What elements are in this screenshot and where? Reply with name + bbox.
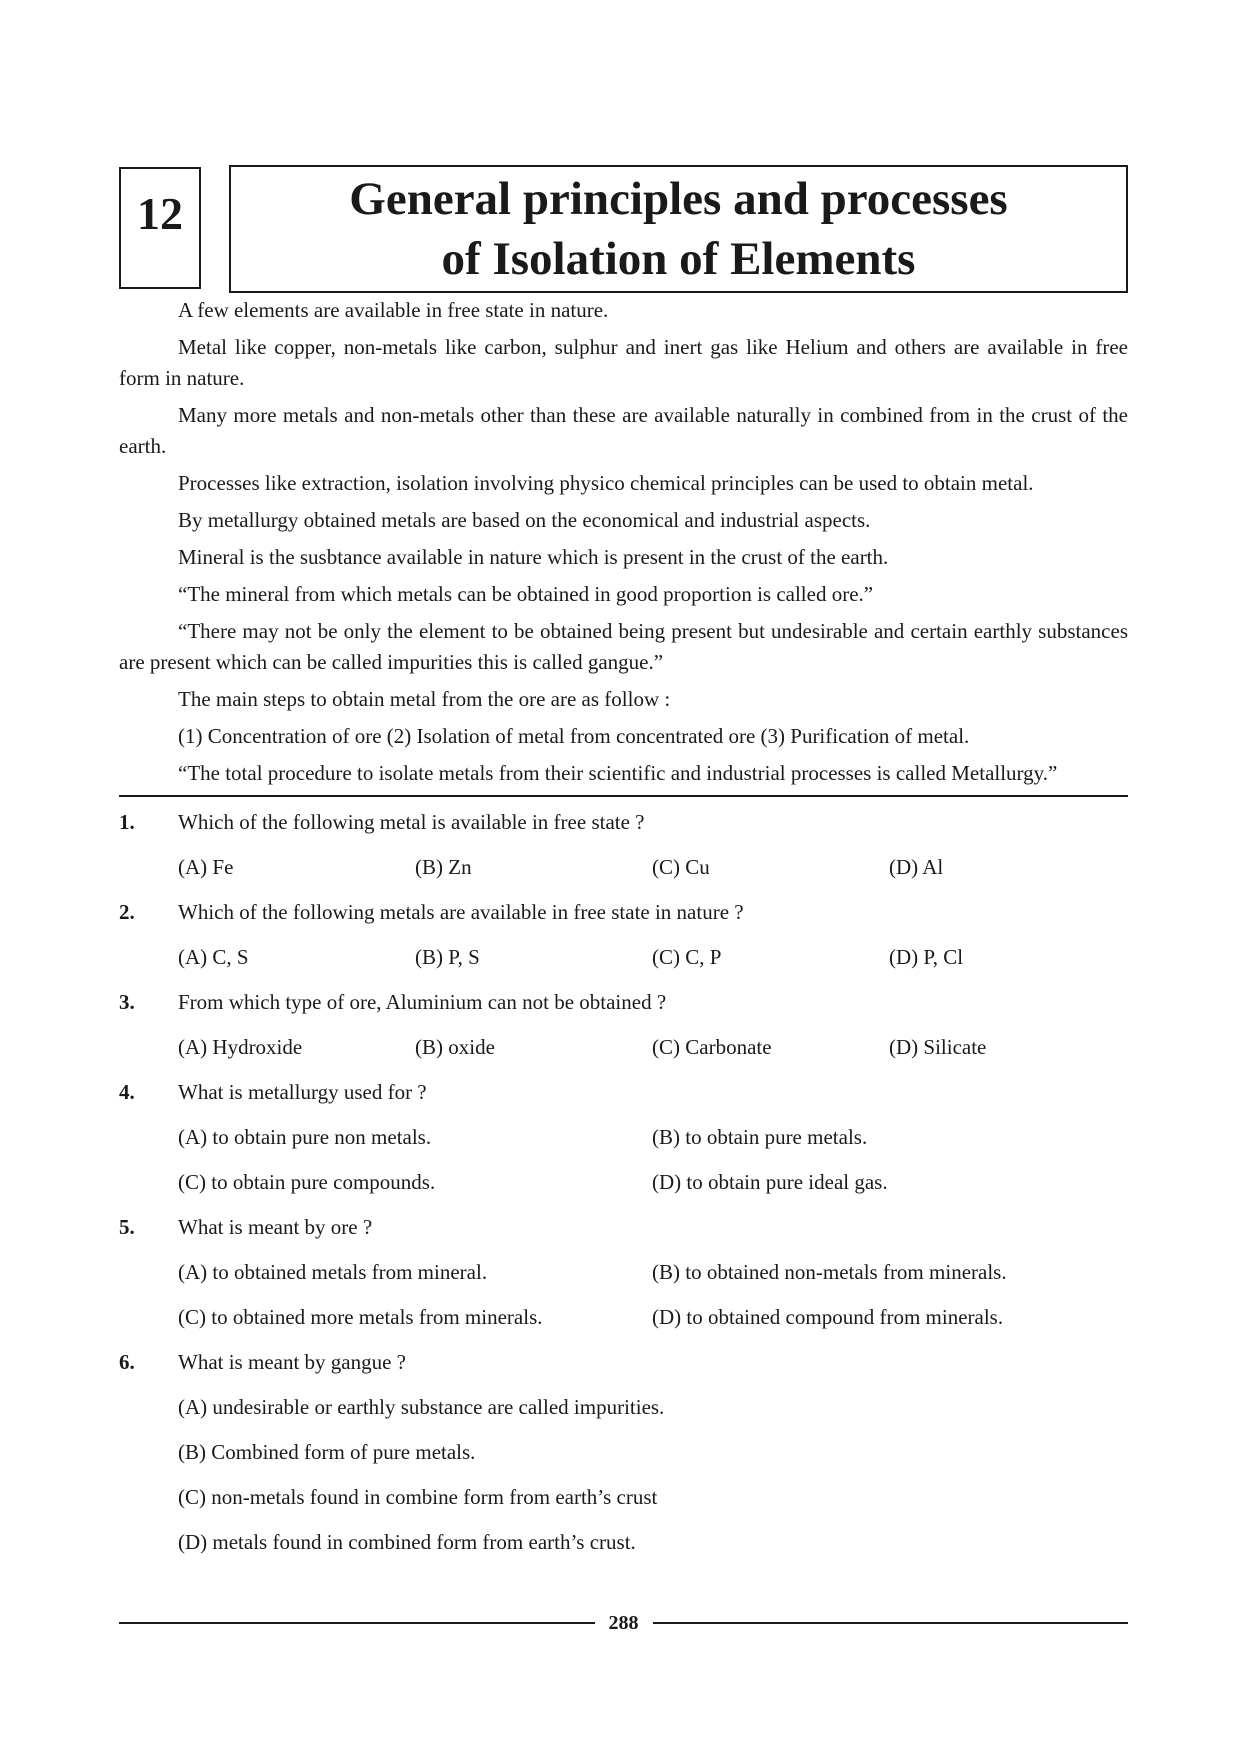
answer-options — [178, 1122, 1128, 1198]
answer-option[interactable]: (D) P, Cl — [889, 945, 964, 969]
answer-option[interactable]: (D) metals found in combined form from earth’s crust. — [178, 1530, 636, 1554]
question-number: 4. — [119, 1080, 135, 1104]
question-text: What is meant by ore ? — [178, 1215, 373, 1239]
page-number: 288 — [608, 1611, 639, 1634]
question-number: 2. — [119, 900, 135, 924]
chapter-title-line-1: General principles and processes — [349, 173, 1008, 225]
chapter-header — [119, 165, 1128, 295]
answer-option[interactable]: (A) to obtain pure non metals. — [178, 1125, 432, 1149]
intro-paragraph: Mineral is the susbtance available in nature which is present in the crust of the earth. — [178, 545, 889, 569]
question-number: 6. — [119, 1350, 135, 1374]
intro-paragraph: Processes like extraction, isolation involving physico chemical principles can be used to obtain metal. — [178, 471, 1034, 495]
answer-option[interactable]: (A) to obtained metals from mineral. — [178, 1260, 488, 1284]
question — [119, 897, 1128, 928]
intro-paragraph: A few elements are available in free state in nature. — [178, 298, 609, 322]
question — [119, 807, 1128, 838]
intro-paragraph: “The total procedure to isolate metals from their scientific and industrial processes is called Metallurgy.” — [178, 761, 1058, 785]
question-number: 5. — [119, 1215, 135, 1239]
answer-option[interactable]: (C) non-metals found in combine form from earth’s crust — [178, 1485, 658, 1509]
answer-option[interactable]: (B) Combined form of pure metals. — [178, 1440, 476, 1464]
chapter-title-line-2: of Isolation of Elements — [441, 233, 916, 285]
answer-option[interactable]: (B) to obtained non-metals from minerals. — [652, 1260, 1007, 1284]
intro-paragraph: The main steps to obtain metal from the ore are as follow : — [178, 687, 671, 711]
footer-rule-right — [653, 1622, 1129, 1624]
answer-option[interactable]: (C) Cu — [652, 855, 710, 879]
page-footer — [119, 1608, 1128, 1638]
question-text: What is meant by gangue ? — [178, 1350, 407, 1374]
answer-options — [178, 942, 1128, 973]
answer-option[interactable]: (D) Silicate — [889, 1035, 987, 1059]
answer-option[interactable]: (B) oxide — [415, 1035, 495, 1059]
answer-option[interactable]: (B) to obtain pure metals. — [652, 1125, 868, 1149]
intro-paragraph: (1) Concentration of ore (2) Isolation of metal from concentrated ore (3) Purification of metal. — [178, 724, 970, 748]
answer-option[interactable]: (C) to obtained more metals from minerals. — [178, 1305, 543, 1329]
intro-paragraph: “There may not be only the element to be obtained being present but undesirable and certain earthly substances are present which can be called impurities this is called gangue.” — [119, 619, 1128, 674]
answer-option[interactable]: (B) P, S — [415, 945, 480, 969]
answer-option[interactable]: (C) to obtain pure compounds. — [178, 1170, 436, 1194]
chapter-number-box — [119, 167, 201, 289]
question-text: From which type of ore, Aluminium can not be obtained ? — [178, 990, 667, 1014]
intro-paragraph: “The mineral from which metals can be obtained in good proportion is called ore.” — [178, 582, 874, 606]
question-list — [119, 807, 1128, 1558]
question — [119, 987, 1128, 1018]
answer-options — [178, 1032, 1128, 1063]
answer-option[interactable]: (D) Al — [889, 855, 944, 879]
answer-options — [178, 1257, 1128, 1333]
answer-option[interactable]: (A) undesirable or earthly substance are called impurities. — [178, 1395, 665, 1419]
answer-option[interactable]: (A) Fe — [178, 855, 234, 879]
question-text: What is metallurgy used for ? — [178, 1080, 427, 1104]
question — [119, 1077, 1128, 1108]
question — [119, 1347, 1128, 1378]
intro-paragraph: By metallurgy obtained metals are based on the economical and industrial aspects. — [178, 508, 871, 532]
question-text: Which of the following metals are available in free state in nature ? — [178, 900, 744, 924]
answer-option[interactable]: (C) C, P — [652, 945, 722, 969]
answer-option[interactable]: (B) Zn — [415, 855, 472, 879]
question-number: 3. — [119, 990, 135, 1014]
introduction — [119, 295, 1128, 789]
page-content — [119, 165, 1128, 1558]
intro-paragraph: Many more metals and non-metals other than these are available naturally in combined from in the crust of the earth. — [119, 403, 1128, 458]
question — [119, 1212, 1128, 1243]
footer-rule-left — [119, 1622, 595, 1624]
answer-options — [178, 852, 1128, 883]
answer-option[interactable]: (C) Carbonate — [652, 1035, 772, 1059]
intro-paragraph: Metal like copper, non-metals like carbon, sulphur and inert gas like Helium and others are available in free form in nature. — [119, 335, 1128, 390]
question-number: 1. — [119, 810, 135, 834]
answer-option[interactable]: (A) C, S — [178, 945, 249, 969]
answer-option[interactable]: (A) Hydroxide — [178, 1035, 303, 1059]
chapter-number: 12 — [137, 188, 183, 239]
section-divider — [119, 795, 1128, 797]
answer-option[interactable]: (D) to obtained compound from minerals. — [652, 1305, 1004, 1329]
answer-options — [178, 1392, 1128, 1558]
answer-option[interactable]: (D) to obtain pure ideal gas. — [652, 1170, 888, 1194]
question-text: Which of the following metal is available in free state ? — [178, 810, 645, 834]
chapter-title-box — [229, 165, 1128, 293]
